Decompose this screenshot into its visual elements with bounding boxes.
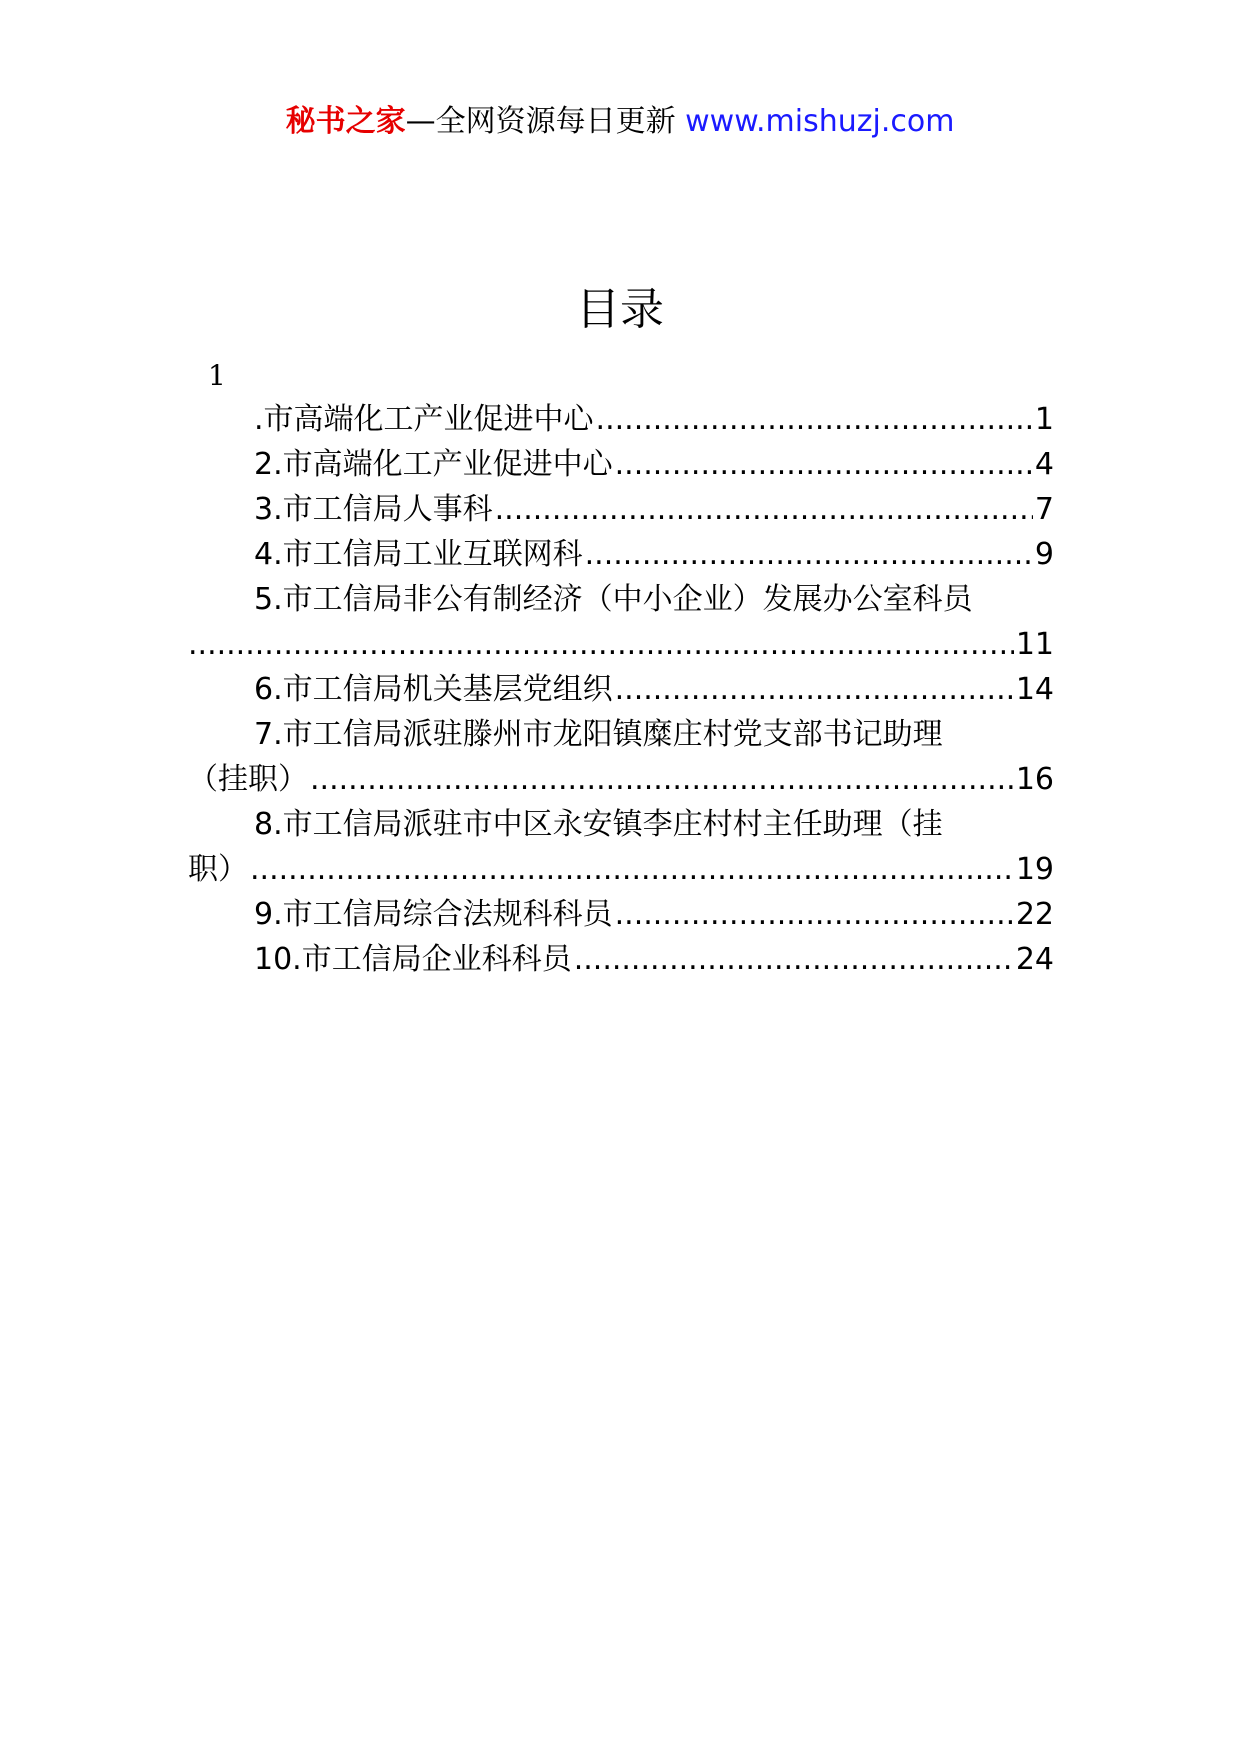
toc-entry-5[interactable]: [188, 577, 1054, 622]
toc-entry-title: 10.市工信局企业科科员: [254, 942, 572, 977]
toc-entry-title-continuation: （挂职）: [188, 762, 308, 797]
toc-entry-title: 4.市工信局工业互联网科: [254, 537, 583, 572]
site-header: [0, 102, 1240, 142]
toc-page-number: 24: [1015, 942, 1054, 977]
stray-number: 1: [208, 359, 226, 392]
toc-entry-6[interactable]: [188, 667, 1054, 712]
toc-entry-title: 2.市高端化工产业促进中心: [254, 447, 613, 482]
toc-leader-dots: [596, 397, 1033, 442]
toc-entry-7-continuation[interactable]: [188, 757, 1054, 802]
toc-entry-8-continuation[interactable]: [188, 847, 1054, 892]
toc-entry-9[interactable]: [188, 892, 1054, 937]
toc-entry-title: 7.市工信局派驻滕州市龙阳镇糜庄村党支部书记助理: [254, 717, 943, 752]
toc-entry-2[interactable]: [188, 442, 1054, 487]
toc-entry-title: 5.市工信局非公有制经济（中小企业）发展办公室科员: [254, 582, 973, 617]
toc-entry-title: .市高端化工产业促进中心: [254, 402, 594, 437]
toc-page-number: 4: [1034, 447, 1054, 482]
header-tagline: —全网资源每日更新: [405, 104, 686, 139]
toc-leader-dots: [585, 532, 1033, 577]
site-url-link[interactable]: www.mishuzj.com: [685, 104, 955, 139]
toc-page-number: 14: [1015, 672, 1054, 707]
toc-entry-title: 9.市工信局综合法规科科员: [254, 897, 613, 932]
toc-page-number: 22: [1015, 897, 1054, 932]
toc-entry-1[interactable]: [188, 397, 1054, 442]
toc-page-number: 11: [1015, 627, 1054, 662]
page-title: 目录: [576, 284, 664, 335]
toc-page-number: 16: [1015, 762, 1054, 797]
toc-leader-dots: [310, 757, 1014, 802]
toc-leader-dots: [250, 847, 1014, 892]
toc-entry-title: 8.市工信局派驻市中区永安镇李庄村村主任助理（挂: [254, 807, 943, 842]
toc-entry-4[interactable]: [188, 532, 1054, 577]
toc-entry-title: 6.市工信局机关基层党组织: [254, 672, 613, 707]
toc-entry-title: 3.市工信局人事科: [254, 492, 493, 527]
toc-entry-10[interactable]: [188, 937, 1054, 982]
toc-page-number: 9: [1034, 537, 1054, 572]
table-of-contents: [188, 397, 1054, 982]
toc-leader-dots: [574, 937, 1014, 982]
toc-leader-dots: [188, 622, 1014, 667]
toc-entry-8[interactable]: [188, 802, 1054, 847]
toc-leader-dots: [615, 442, 1033, 487]
toc-leader-dots: [495, 487, 1033, 532]
toc-page-number: 19: [1015, 852, 1054, 887]
toc-leader-dots: [615, 892, 1014, 937]
toc-page-number: 7: [1034, 492, 1054, 527]
toc-entry-3[interactable]: [188, 487, 1054, 532]
toc-entry-7[interactable]: [188, 712, 1054, 757]
toc-page-number: 1: [1034, 402, 1054, 437]
toc-entry-title-continuation: 职）: [188, 852, 248, 887]
toc-entry-5-continuation[interactable]: [188, 622, 1054, 667]
toc-leader-dots: [615, 667, 1014, 712]
brand-name: 秘书之家: [285, 104, 406, 139]
